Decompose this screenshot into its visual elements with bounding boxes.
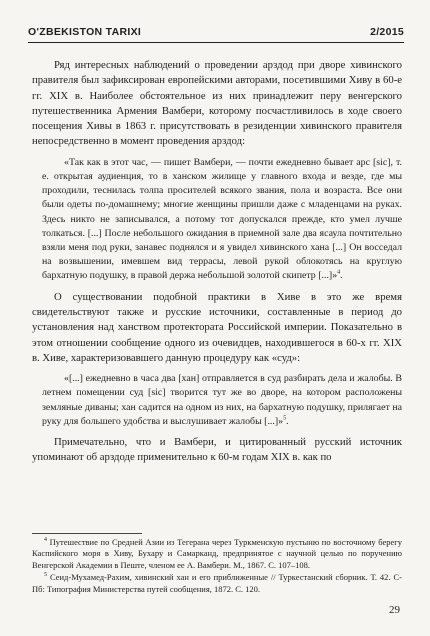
paragraph-1: Ряд интересных наблюдений о проведении арздод при дворе хивинского правителя был зафиксирован европейскими авторами, посетившими Хиву в 60-е гг. XIX в. Наиболее обстоятельное из них принадлежит перу венгерского путешественника Армения Вамбери, которому посчастливилось в ходе своего посещения Хивы в 1863 г. присутствовать в резиденции хивинского правителя непосредственно в момент проведения арздод: — [32, 59, 402, 148]
footnote-separator — [32, 533, 142, 534]
paragraph-3: Примечательно, что и Вамбери, и цитированный русский источник упоминают об арздоде применительно к 60-м годам XIX в. как по — [32, 435, 402, 464]
running-header — [28, 24, 404, 43]
quote-vambery-text: «Так как в этот час, — пишет Вамбери, — почти ежедневно бывает арс [sic], т. е. открытая аудиенция, то в ханском жилище у главного входа и везде, где мы проходили, теснилась толпа просителей всякого звания, пола и возраста. Все они были одеты по-домашнему; многие женщины пришли даже с младенцами на руках. Здесь никто не записывался, а потому тот допускался прежде, кто умел лучше толкаться. [...] После небольшого ожидания в приемной зале два ясаула почтительно взяли меня под руки, занавес поднялся и я увидел хивинского хана [...] Он восседал на возвышении, имевшем вид террасы, левой рукой облокотясь на круглую бархатную подушку, в правой держа небольшой золотой скипетр [...]» — [42, 156, 402, 282]
footnote-5-number: 5 — [44, 572, 47, 579]
page-number: 29 — [389, 604, 400, 616]
journal-title: O'ZBEKISTON TARIXI — [28, 26, 142, 38]
footnote-5-text: Сеид-Мухамед-Рахим, хивинский хан и его приближенные // Туркестанский сборник. Т. 42. С-Пб: Типография Министерства путей сообщения, 1872. С. 120. — [32, 572, 402, 594]
footnote-4 — [32, 537, 402, 571]
footnote-ref-4: 4 — [337, 270, 341, 277]
footnote-4-text: Путешествие по Средней Азии из Тегерана через Туркменскую пустыню по восточному берегу Каспийского моря в Хиву, Бухару и Самарканд, предпринятое с научной целью по поручению Венгерской Академии в Пеште, членом ее А. Вамбери. М., 1867. С. 107–108. — [32, 537, 403, 570]
quote-russian-source: «[...] ежедневно в часа два [хан] отправляется в суд разбирать дела и жалобы. В летнем помещении суд [sic] творится тут же во дворе, на котором расположены земляные диваны; хан садится на одном из них, на бархатную подушку, прилягает на руку для большего удобства и выслушивает жалобы [...]»$^5$. — [42, 373, 402, 427]
footnote-5 — [32, 572, 402, 595]
paragraph-2: О существовании подобной практики в Хиве в это же время свидетельствуют также и русские источники, составленные в период до установления над ханством протектората Российской империи. Показательно в этом отношении сообщение одного из очевидцев, находившегося в 60-х гг. XIX в. Хиве, характеризовавшего данную процедуру как «суд»: — [32, 290, 402, 364]
quote-vambery: «Так как в этот час, — пишет Вамбери, — почти ежедневно бывает арс [sic], т. е. открытая аудиенция, то в ханском жилище у главного входа и везде, где мы проходили, теснилась толпа просителей всякого звания, пола и возраста. Все они были одеты по-домашнему; многие женщины пришли даже с младенцами на руках. Здесь никто не записывался, а потому тот допускался прежде, кто умел лучше толкаться. [...] После небольшого ожидания в приемной зале два ясаула почтительно взяли меня под руки, занавес поднялся и я увидел хивинского хана [...] Он восседал на возвышении, имевшем вид террасы, левой рукой облокотясь на круглую бархатную подушку, в правой держа небольшой золотой скипетр [...]»$^4$. — [42, 156, 402, 282]
article-body — [32, 58, 402, 466]
issue-number: 2/2015 — [370, 26, 404, 38]
footnote-ref-5: 5 — [283, 415, 287, 422]
quote-russian-text: «[...] ежедневно в часа два [хан] отправляется в суд разбирать дела и жалобы. В летнем помещении суд [sic] творится тут же во дворе, на котором расположены земляные диваны; хан садится на одном из них, на бархатную подушку, прилягает на руку для большего удобства и выслушивает жалобы [...]» — [42, 373, 402, 427]
footnote-4-number: 4 — [44, 537, 47, 544]
footnotes — [32, 537, 402, 596]
